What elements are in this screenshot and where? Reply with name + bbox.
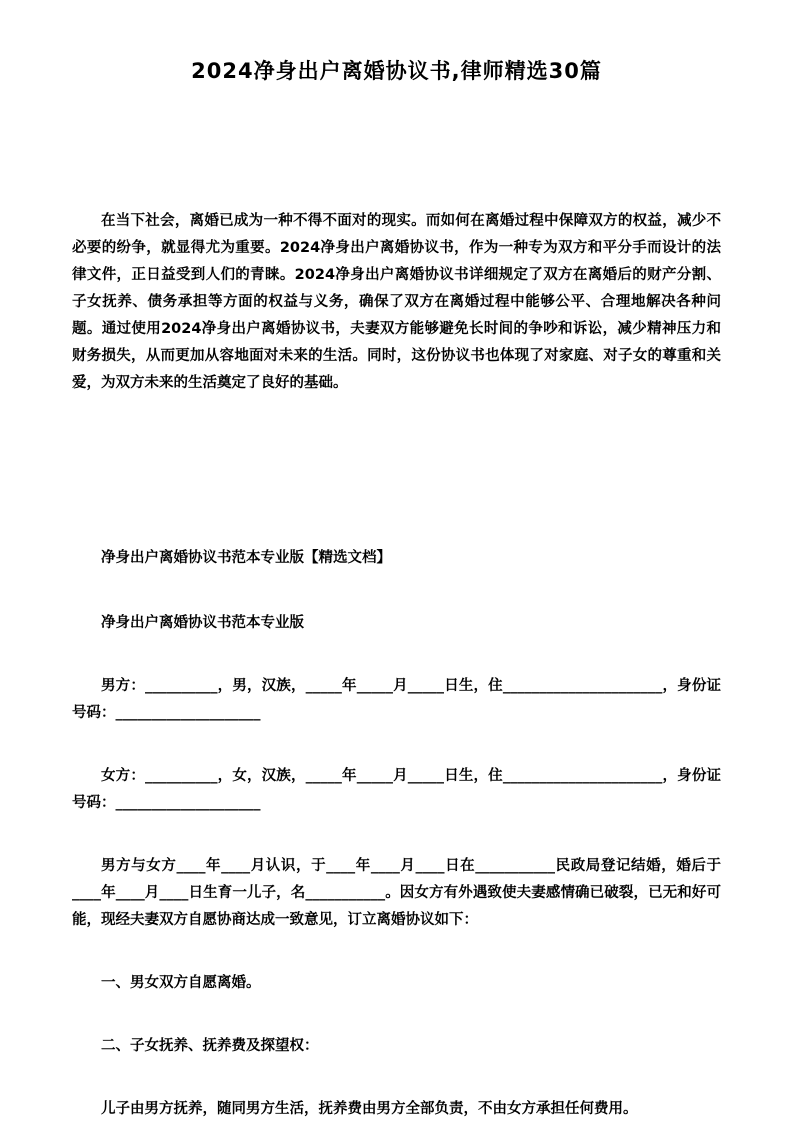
clause-two-heading: 二、子女抚养、抚养费及探望权： (101, 1038, 319, 1055)
party-male-line: 男方：__________，男，汉族，_____年_____月_____日生，住______________________，身份证号码：____________________ (72, 678, 721, 722)
section-heading: 净身出户离婚协议书范本专业版【精选文档】 (101, 550, 391, 567)
clause-two-detail: 儿子由男方抚养，随同男方生活，抚养费由男方全部负责，不由女方承担任何费用。 (101, 1101, 638, 1118)
party-female-line: 女方：__________，女，汉族，_____年_____月_____日生，住______________________，身份证号码：____________________ (72, 768, 721, 812)
clause-one: 一、男女双方自愿离婚。 (101, 975, 261, 992)
section-subheading: 净身出户离婚协议书范本专业版 (101, 615, 304, 632)
document-title: 2024净身出户离婚协议书,律师精选30篇 (191, 59, 602, 83)
intro-paragraph: 在当下社会，离婚已成为一种不得不面对的现实。而如何在离婚过程中保障双方的权益，减少不必要的纷争，就显得尤为重要。2024净身出户离婚协议书，作为一种专为双方和平分手而设计的法律文件，正日益受到人们的青睐。2024净身出户离婚协议书详细规定了双方在离婚后的财产分割、子女抚养、债务承担等方面的权益与义务，确保了双方在离婚过程中能够公平、合理地解决各种问题。通过使用2024净身出户离婚协议书，夫妻双方能够避免长时间的争吵和诉讼，减少精神压力和财务损失，从而更加从容地面对未来的生活。同时，这份协议书也体现了对家庭、对子女的尊重和关爱，为双方未来的生活奠定了良好的基础。 (72, 213, 721, 392)
marriage-paragraph: 男方与女方____年____月认识，于____年____月____日在___________民政局登记结婚，婚后于____年____月____日生育一儿子，名___________。因女方有外遇致使夫妻感情确已破裂，已无和好可能，现经夫妻双方自愿协商达成一致意见，订立离婚协议如下： (72, 858, 721, 929)
